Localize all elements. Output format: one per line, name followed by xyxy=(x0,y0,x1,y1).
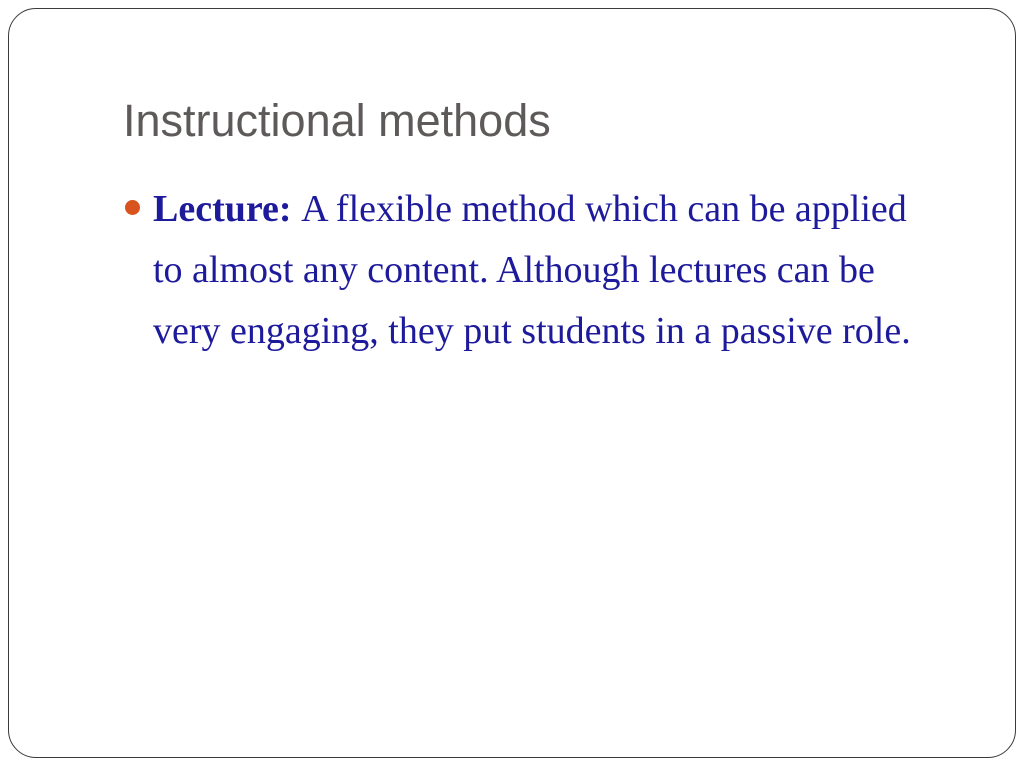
bullet-text: A flexible method which can be applied to almost any content. Although lectures can be very engaging, they put students in a passive role. xyxy=(153,188,911,352)
bullet-item xyxy=(125,179,925,362)
slide-title: Instructional methods xyxy=(123,95,551,146)
bullet-term: Lecture: xyxy=(153,188,302,230)
bullet-dot-icon xyxy=(125,200,140,215)
bullet-list xyxy=(125,179,925,362)
slide xyxy=(8,8,1016,758)
